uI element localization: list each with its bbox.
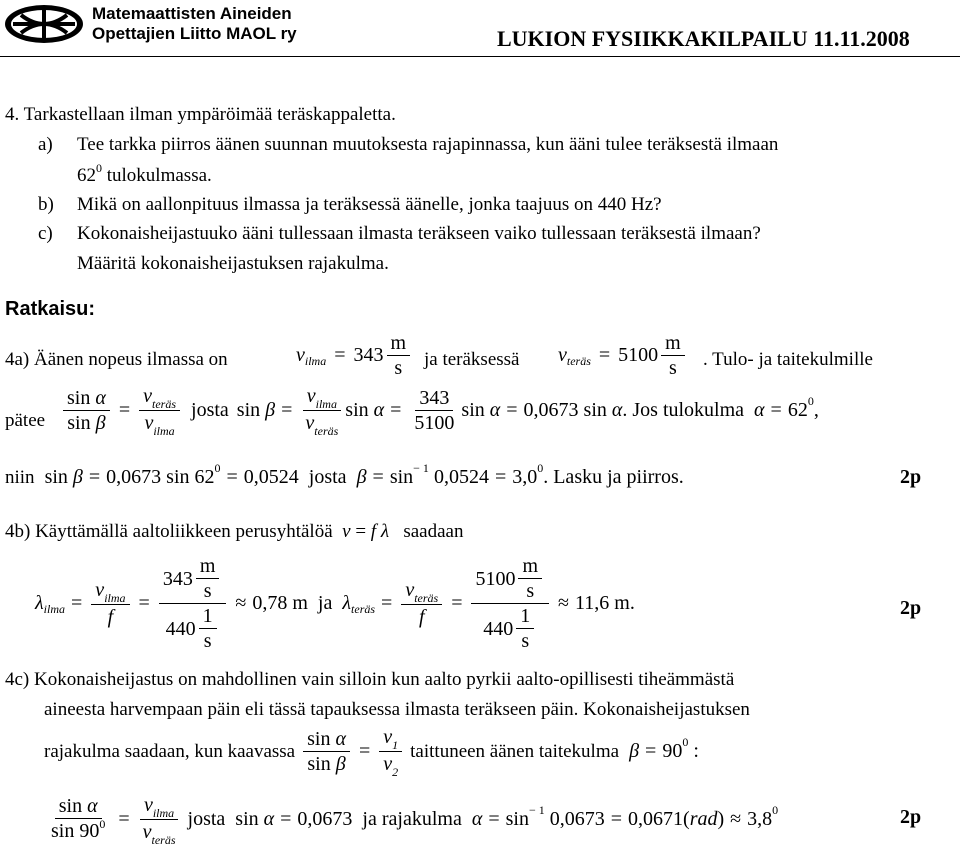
critical-angle-result: $\frac{\text{sin α}}{\sin 90^0}$ = $\frac{v_{ilma}}{v_{teräs}}$ josta sin α = 0,0673 ja rajakulma α = sin − 1 0,0673 = 0,0671( rad ) ≈ 3,8 0 (51, 794, 779, 847)
snell-equation: $\frac{\text{sin α}}{\text{sin β}}$ = $\frac{v_{teräs}}{v_{ilma}}$ josta sin β = $\frac{v_{ilma}}{v_{teräs}}$ sin α = $\frac{343}{5100}$ sin α = 0,0673 sin α . Jos tulokulma α = 62 0 , (60, 385, 819, 436)
angle-value: 62 (77, 165, 96, 186)
solution-c-line2: aineesta harvempaan päin eli tässä tapauksessa ilmasta teräkseen päin. Kokonaisheijastuksen (44, 699, 750, 720)
solution-a-intro: 4a) Äänen nopeus ilmassa on (5, 349, 228, 370)
solution-c-line1: 4c) Kokonaisheijastus on mahdollinen vain silloin kun aalto pyrkii aalto-opillisesti tiheämmästä (5, 669, 735, 690)
eq-v-steel: v teräs = 5100 $\frac{m}{s}$ (558, 332, 688, 379)
beta-result-line: niin sin β = 0,0673 sin 62 0 = 0,0524 josta β = sin − 1 0,0524 = 3,0 0 . Lasku ja piirros. (5, 461, 684, 488)
question-intro: 4. Tarkastellaan ilman ympäröimää teräskappaletta. (5, 104, 396, 125)
patee-text: pätee (5, 410, 46, 431)
question-b-text: Mikä on aallonpituus ilmassa ja teräksessä äänelle, jonka taajuus on 440 Hz? (77, 194, 662, 215)
solution-b-intro: 4b) Käyttämällä aaltoliikkeen perusyhtälöä v = f λ saadaan (5, 521, 464, 542)
question-a-angle (77, 161, 212, 188)
wavelength-equations: λ ilma = $\frac{v_{ilma}}{f}$ = 343 $\frac{m}{s}$ 440 $\frac{1}{s}$ ≈ 0,78 m ja λ teräs = $\frac{v_{teräs}}{f}$ = 5100 $\frac{m}{s}$ 440 $\frac{1}{s}$ ≈ 11,6 m . (35, 555, 635, 652)
tulo-text: . Tulo- ja taitekulmille (703, 349, 873, 370)
question-b-label: b) (38, 194, 54, 215)
header-divider (0, 56, 960, 57)
maol-logo (3, 3, 85, 45)
page-title: LUKION FYSIIKKAKILPAILU 11.11.2008 (497, 26, 910, 51)
degree-sign: 0 (96, 161, 102, 175)
eq-v-air: v ilma = 343 $\frac{m}{s}$ (296, 332, 413, 379)
solution-heading: Ratkaisu: (5, 298, 96, 320)
question-c-label: c) (38, 223, 53, 244)
org-name-line1: Matemaattisten Aineiden (92, 4, 292, 23)
question-a-label: a) (38, 134, 53, 155)
question-a-text: Tee tarkka piirros äänen suunnan muutoksesta rajapinnassa, kun ääni tulee teräksestä ilmaan (77, 134, 779, 155)
question-c-text1: Kokonaisheijastuuko ääni tullessaan ilmasta teräkseen vaiko tullessaan teräksestä ilmaan? (77, 223, 761, 244)
and-steel-text: ja teräksessä (424, 349, 520, 370)
question-c-text2: Määritä kokonaisheijastuksen rajakulma. (77, 253, 389, 274)
points-b: 2p (900, 597, 922, 619)
question-a-text2: tulokulmassa. (106, 165, 212, 186)
org-name-line2: Opettajien Liitto MAOL ry (92, 24, 297, 43)
snell-critical-formula: rajakulma saadaan, kun kaavassa $\frac{\text{sin α}}{\text{sin β}}$ = $\frac{v_1}{v_2}$ taittuneen äänen taitekulma β = 90 0 : (44, 726, 699, 779)
points-c: 2p (900, 806, 922, 828)
points-a: 2p (900, 466, 922, 488)
